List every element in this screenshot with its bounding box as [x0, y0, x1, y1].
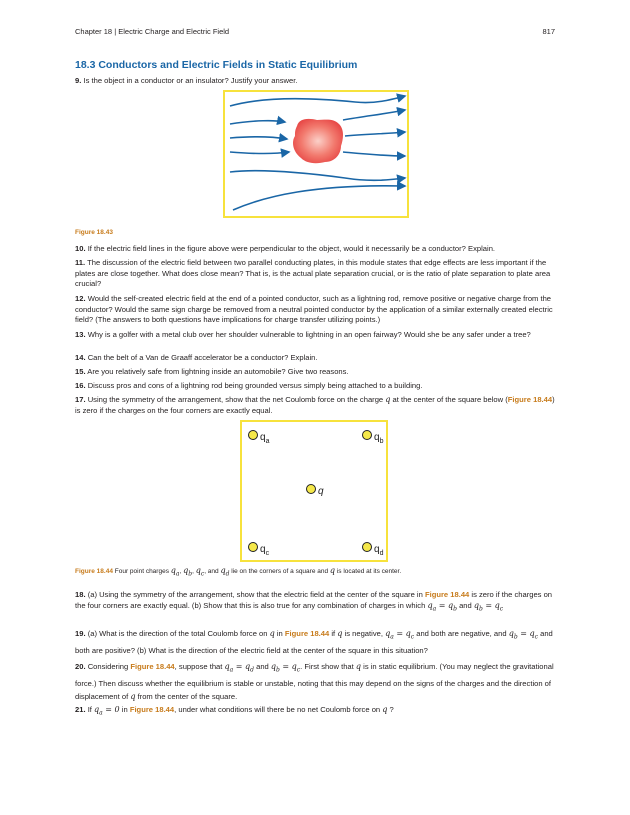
- question-number: 18.: [75, 590, 86, 599]
- charge-q-center-label: q: [318, 486, 324, 497]
- question-number: 20.: [75, 662, 86, 671]
- figure-link[interactable]: Figure 18.44: [129, 705, 175, 714]
- question-text: (a) Using the symmetry of the arrangement, show that the electric field at the center of the square in: [87, 590, 423, 599]
- page-number: 817: [542, 27, 555, 36]
- charge-qd-circle: [362, 542, 372, 552]
- math-equation: $q_a = q_c$: [385, 629, 415, 641]
- question-text: Is the object in a conductor or an insulator? Justify your answer.: [83, 76, 298, 85]
- question-number: 12.: [75, 294, 86, 303]
- question-text: Using the symmetry of the arrangement, show that the net Coulomb force on the charge: [87, 395, 384, 404]
- field-line: [230, 96, 405, 106]
- question-text: , suppose that: [174, 662, 223, 671]
- question-text: ?: [389, 705, 394, 714]
- field-line: [343, 110, 405, 120]
- question-text: If: [87, 705, 92, 714]
- figure-18-43: [223, 90, 409, 218]
- figure-link[interactable]: Figure 18.44: [130, 662, 175, 671]
- question-text: Discuss pros and cons of a lightning rod being grounded versus simply being attached to a building.: [87, 381, 423, 390]
- math-equation: $q_b = q_c$: [508, 629, 538, 641]
- question-text: If the electric field lines in the figure above were perpendicular to the object, would it necessarily be a conductor? Explain.: [87, 244, 496, 253]
- question-number: 17.: [75, 395, 86, 404]
- question-number: 21.: [75, 705, 86, 714]
- charge-qc-label: $q_c$: [260, 544, 270, 557]
- question-text: (a) What is the direction of the total Coulomb force on: [87, 629, 268, 638]
- math-symbol: q: [385, 395, 391, 404]
- field-line: [343, 152, 405, 156]
- question-text: . First show that: [300, 662, 354, 671]
- charge-qb-circle: [362, 430, 372, 440]
- math-symbol: q: [337, 629, 343, 638]
- question-number: 13.: [75, 330, 86, 339]
- question-text: in: [276, 629, 283, 638]
- question-text: from the center of the square.: [137, 691, 238, 701]
- field-line: [230, 121, 285, 124]
- math-symbol: $q_b$: [183, 566, 193, 578]
- math-symbol: q: [355, 662, 362, 671]
- field-lines-diagram: [225, 92, 407, 216]
- question-text: if: [331, 629, 336, 638]
- field-line: [230, 152, 289, 154]
- question-9: [75, 76, 557, 87]
- caption-text: is located at its center.: [336, 568, 402, 575]
- question-12: [75, 294, 557, 326]
- question-text: is in static equilibrium. (You may neglect the gravitational force.) Then discuss whether the equilibrium is stable or unstable, noting that this may depend on the signs of the charges and the direction of displacement of: [75, 662, 554, 701]
- figure-link[interactable]: Figure 18.44: [284, 629, 330, 638]
- question-17: 17. Using the symmetry of the arrangement, show that the net Coulomb force on the charge q at the center of the square below (Figure 18.44) is zero if the charges on the four corners are exactly equal.: [75, 395, 555, 415]
- question-text: at the center of the square below: [392, 395, 504, 404]
- question-text: and: [459, 601, 472, 610]
- caption-text: Four point charges: [114, 568, 169, 575]
- math-symbol: $q_d$: [220, 566, 230, 578]
- question-text: is negative,: [344, 629, 383, 638]
- field-line: [233, 186, 405, 210]
- field-line: [230, 171, 405, 181]
- question-10: [75, 244, 557, 255]
- math-symbol: q: [130, 691, 136, 701]
- math-equation: $q_b = q_c$: [270, 662, 301, 674]
- question-text: Considering: [87, 662, 129, 671]
- math-symbol: $q_a$: [170, 566, 180, 578]
- question-text: Are you relatively safe from lightning inside an automobile? Give two reasons.: [87, 367, 349, 376]
- caption-label: Figure 18.44: [75, 568, 113, 575]
- math-symbol: $q_c$: [195, 566, 205, 578]
- question-number: 14.: [75, 353, 86, 362]
- question-number: 16.: [75, 381, 86, 390]
- figure-18-43-label: Figure 18.43: [75, 229, 113, 236]
- question-text: is zero if the charges on the four corners are exactly equal.: [75, 405, 273, 415]
- caption-text: , and: [204, 568, 219, 575]
- question-16: [75, 381, 557, 392]
- question-text: and: [256, 662, 269, 671]
- figure-18-44: [240, 420, 388, 562]
- math-equation: $q_a = q_d$: [224, 662, 254, 674]
- page-header: [75, 27, 555, 36]
- math-equation: $q_a = 0$: [94, 705, 120, 717]
- question-18: [75, 589, 557, 615]
- charge-qd-label: $q_d$: [374, 544, 384, 557]
- charge-qb-label: $q_b$: [374, 432, 384, 445]
- chapter-title: Chapter 18 | Electric Charge and Electric Field: [75, 27, 230, 36]
- section-title: 18.3 Conductors and Electric Fields in Static Equilibrium: [75, 59, 358, 71]
- math-symbol: q: [382, 705, 388, 714]
- math-equation: $q_a = q_b$: [427, 601, 457, 613]
- charge-qc-circle: [248, 542, 258, 552]
- question-15: [75, 367, 557, 378]
- question-number: 15.: [75, 367, 86, 376]
- question-text: Can the belt of a Van de Graaff accelerator be a conductor? Explain.: [87, 353, 318, 362]
- conductor-object: [293, 119, 343, 163]
- math-symbol: q: [269, 629, 275, 638]
- math-symbol: q: [329, 566, 336, 575]
- question-number: 11.: [75, 258, 86, 267]
- question-11: [75, 258, 557, 290]
- question-text: The discussion of the electric field between two parallel conducting plates, in this module states that edge effects are less important if the plates are close together. What does close mean? That is, is the actual plate separation crucial, or is the ratio of plate separation to plate area crucial?: [75, 258, 551, 289]
- charge-qa-label: $q_a$: [260, 432, 270, 445]
- charge-qa-circle: [248, 430, 258, 440]
- figure-18-44-caption: Figure 18.44 Four point charges $q_a$, $q_b$, $q_c$, and $q_d$ lie on the corners of a square and q is located at its center.: [75, 566, 402, 578]
- question-20: [75, 660, 557, 703]
- math-equation: $q_b = q_c$: [473, 601, 504, 613]
- question-text: in: [121, 705, 128, 714]
- figure-link[interactable]: Figure 18.44: [507, 395, 553, 404]
- question-text: is zero if the charges on the four corners are exactly equal. (b) Show that this is also true for any combination of charges in which: [75, 590, 553, 610]
- question-text: Why is a golfer with a metal club over her shoulder vulnerable to lightning in an open fairway? Would she be any safer under a tree?: [87, 330, 531, 339]
- question-text: and both are negative, and: [416, 629, 507, 638]
- question-number: 19.: [75, 629, 86, 638]
- question-13: [75, 330, 557, 341]
- field-line: [230, 137, 287, 139]
- caption-text: lie on the corners of a square and: [231, 568, 329, 575]
- question-text: Would the self-created electric field at the end of a pointed conductor, such as a lightning rod, remove positive or negative charge from the conductor? Would the same sign charge be removed from a neutral pointed conductor by the application of a similar externally created electric field? (The answers to both questions have implications for charge transfer utilizing points.): [75, 294, 553, 325]
- question-text: , under what conditions will there be no net Coulomb force on: [174, 705, 381, 714]
- question-21: [75, 705, 557, 719]
- question-text: and both are positive? (b) What is the direction of the electric field at the center of the square in this situation?: [75, 629, 553, 655]
- question-number: 9.: [75, 76, 82, 85]
- charge-q-center-circle: [306, 484, 316, 494]
- field-line: [345, 132, 405, 136]
- figure-link[interactable]: Figure 18.44: [424, 590, 470, 599]
- question-19: [75, 627, 557, 657]
- question-14: [75, 353, 557, 364]
- question-number: 10.: [75, 244, 86, 253]
